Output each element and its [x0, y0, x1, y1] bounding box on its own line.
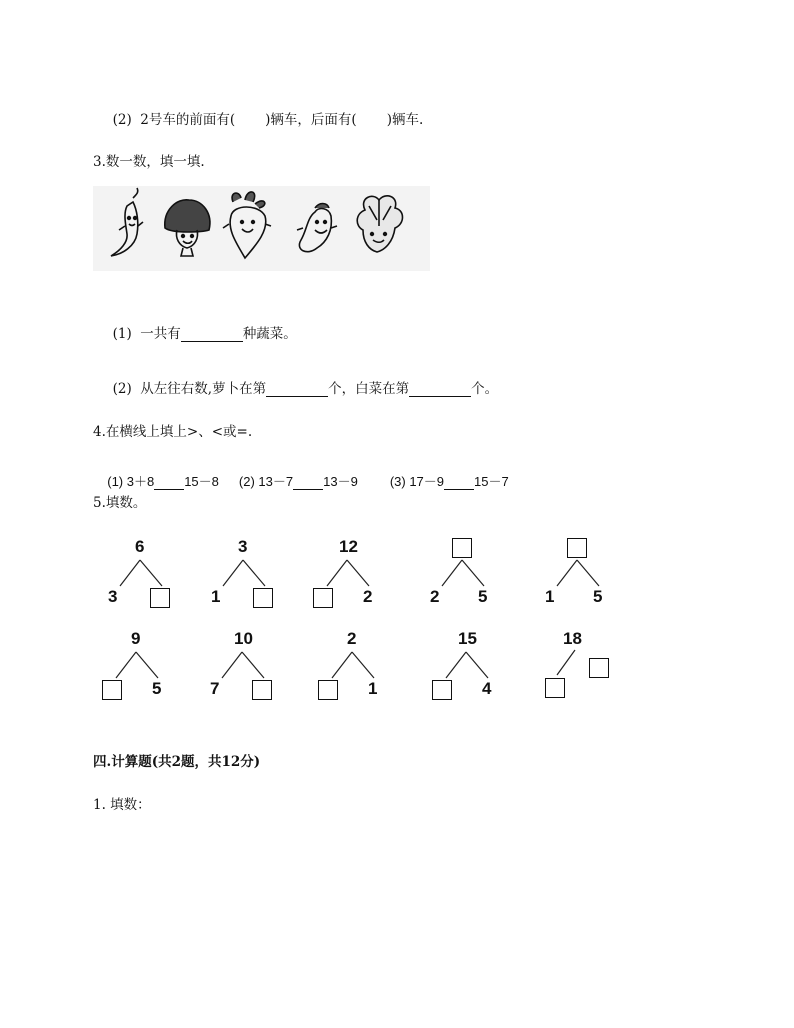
- number-bond-tree: [211, 538, 321, 618]
- bond-line: [222, 652, 242, 678]
- bond-left-number: 1: [545, 587, 555, 606]
- q2-sub2-line: [104, 96, 423, 128]
- number-bond-tree: [320, 630, 430, 710]
- q4-item-3-blank[interactable]: [444, 475, 474, 490]
- q5-title: 5.填数。: [93, 495, 147, 511]
- pepper-icon: [111, 188, 143, 256]
- bond-left-box[interactable]: [313, 588, 333, 608]
- number-bond-tree: [430, 538, 540, 618]
- q4-item-1-left: (1) 3＋8: [107, 474, 155, 489]
- q3-sub2-mid: 个，白菜在第: [328, 381, 410, 397]
- bond-left-box[interactable]: [102, 680, 122, 700]
- bond-left-number: 3: [108, 587, 118, 606]
- section4-heading: 四.计算题(共2题，共12分): [93, 754, 261, 770]
- q3-sub2: [104, 365, 498, 397]
- bond-right-number: 1: [368, 679, 378, 698]
- bond-line: [136, 652, 158, 678]
- bond-line: [557, 650, 575, 675]
- q4-item-1-blank[interactable]: [154, 475, 184, 490]
- q4-item-3-right: 15－7: [474, 474, 509, 489]
- bond-top-number: 9: [131, 629, 141, 648]
- bond-right-number: 5: [593, 587, 603, 606]
- mushroom-icon: [165, 200, 210, 256]
- q2-sub2-middle: )辆车，后面有(: [265, 112, 357, 128]
- bond-right-number: 5: [478, 587, 488, 606]
- bond-right-number: 4: [482, 679, 492, 698]
- bond-line: [352, 652, 374, 678]
- bond-line: [466, 652, 488, 678]
- bond-line: [140, 560, 162, 586]
- number-bond-tree: [545, 538, 655, 618]
- q4-item-2-right: 13－9: [323, 474, 358, 489]
- number-bond-tree: [108, 537, 221, 618]
- bond-left-number: 2: [430, 587, 440, 606]
- bond-line: [223, 560, 243, 586]
- q4-item-1-right: 15－8: [184, 474, 219, 489]
- q4-item-3-left: (3) 17－9: [389, 474, 445, 489]
- number-bond-tree: [434, 630, 544, 710]
- bond-line: [462, 560, 484, 586]
- number-bond-tree: [104, 630, 214, 710]
- vegetables-image: [93, 186, 430, 271]
- bond-right-box[interactable]: [589, 658, 609, 678]
- bond-line: [120, 560, 140, 586]
- q4-title: 4.在横线上填上>、<或=.: [93, 424, 253, 440]
- bond-top-box[interactable]: [567, 538, 587, 558]
- bond-right-number: 2: [363, 587, 373, 606]
- cabbage-icon: [357, 196, 402, 252]
- bond-top-box[interactable]: [452, 538, 472, 558]
- q3-sub1: [104, 310, 297, 342]
- bond-left-number: 7: [210, 679, 220, 698]
- bond-line: [242, 652, 264, 678]
- q3-sub2-blank-radish[interactable]: [266, 382, 328, 397]
- bond-line: [332, 652, 352, 678]
- q2-sub2-suffix: )辆车.: [386, 112, 424, 128]
- q3-sub1-suffix: 种蔬菜。: [242, 326, 297, 342]
- bond-line: [557, 560, 577, 586]
- bond-line: [446, 652, 466, 678]
- q3-title: 3.数一数，填一填.: [93, 154, 205, 170]
- number-bond-tree: [315, 538, 425, 618]
- bond-right-box[interactable]: [253, 588, 273, 608]
- bond-top-number: 12: [339, 537, 358, 556]
- bond-line: [116, 652, 136, 678]
- section4-q1: 1. 填数：: [93, 797, 151, 813]
- bond-line: [327, 560, 347, 586]
- number-bond-tree: [210, 630, 320, 710]
- bond-line: [243, 560, 265, 586]
- bond-top-number: 15: [458, 629, 477, 648]
- bond-top-number: 3: [238, 537, 248, 556]
- bond-left-box[interactable]: [318, 680, 338, 700]
- bond-line: [577, 560, 599, 586]
- number-bond-tree: [545, 630, 655, 710]
- q3-sub2-suffix: 个。: [471, 381, 499, 397]
- q4-item-2-blank[interactable]: [293, 475, 323, 490]
- radish-icon: [223, 192, 271, 258]
- bond-left-box[interactable]: [432, 680, 452, 700]
- q3-sub1-blank[interactable]: [181, 327, 243, 342]
- q4-item-2-left: (2) 13－7: [238, 474, 294, 489]
- bond-right-box[interactable]: [252, 680, 272, 700]
- q4-items: [100, 458, 509, 490]
- q3-sub2-blank-cabbage[interactable]: [409, 382, 471, 397]
- q3-sub2-prefix: (2) 从左往右数,萝卜在第: [112, 381, 267, 397]
- bond-left-number: 1: [211, 587, 221, 606]
- bond-lines: [430, 538, 540, 618]
- bond-line: [347, 560, 369, 586]
- bond-left-box[interactable]: [545, 678, 565, 698]
- bond-top-number: 6: [135, 537, 145, 556]
- bond-lines: [545, 538, 655, 618]
- bond-line: [442, 560, 462, 586]
- q3-sub1-prefix: (1) 一共有: [112, 326, 181, 342]
- eggplant-icon: [297, 204, 337, 252]
- bond-top-number: 2: [347, 629, 357, 648]
- bond-right-box[interactable]: [150, 588, 170, 608]
- bond-top-number: 10: [234, 629, 253, 648]
- bond-top-number: 18: [563, 629, 582, 648]
- bond-right-number: 5: [152, 679, 162, 698]
- q2-sub2-prefix: (2) 2号车的前面有(: [112, 112, 236, 128]
